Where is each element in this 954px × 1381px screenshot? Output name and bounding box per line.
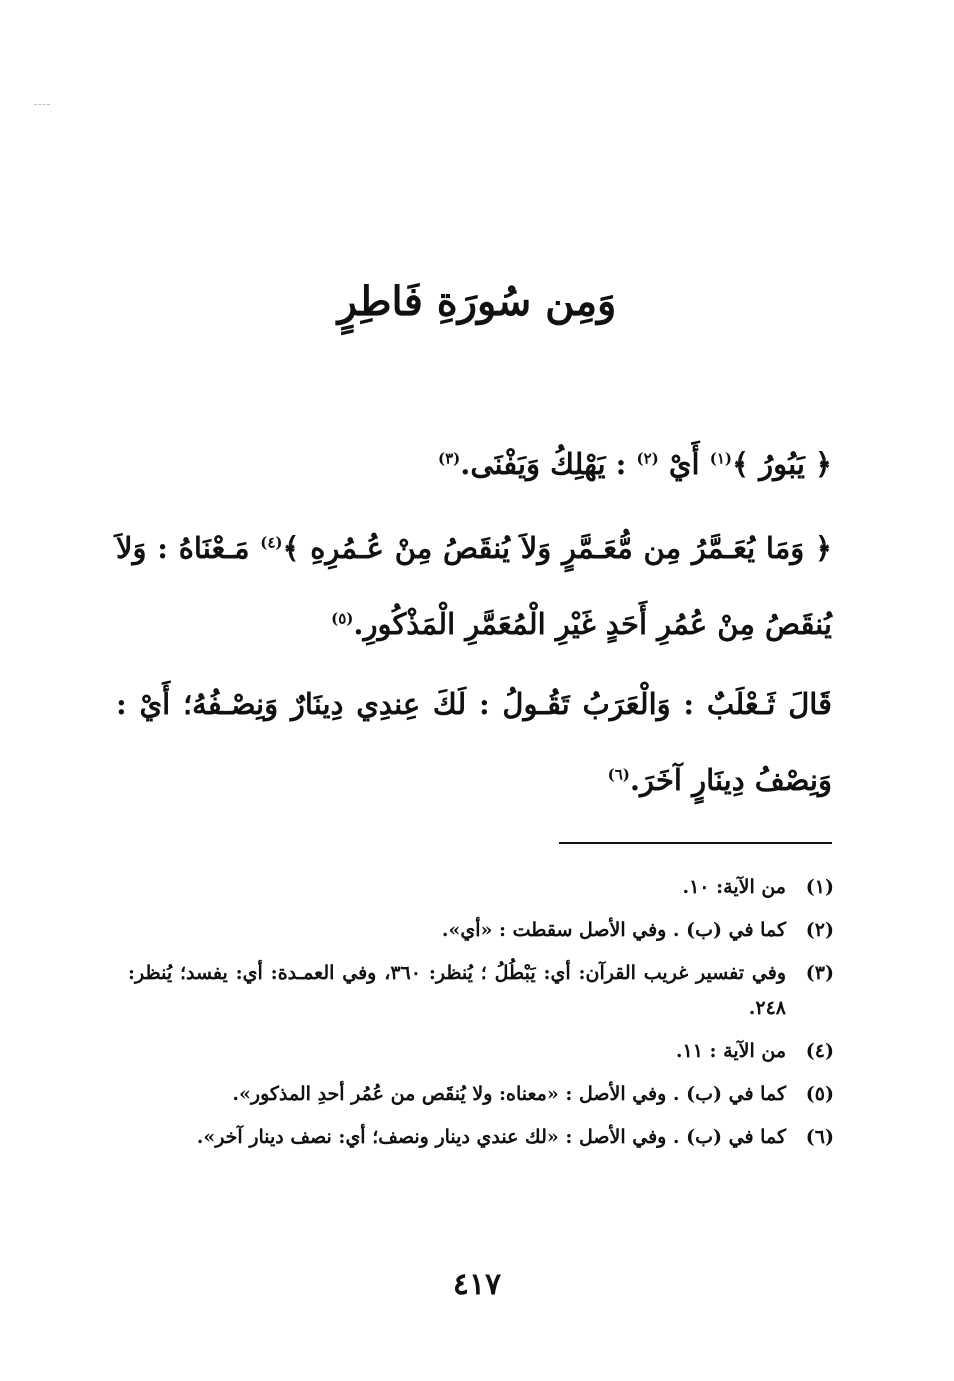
footnote-1 bbox=[128, 870, 834, 905]
paragraph-1-text: ﴿ يَبُورُ ﴾ bbox=[732, 447, 832, 481]
footnotes bbox=[128, 870, 834, 1163]
footnote-marker-3[interactable]: (٣) bbox=[437, 449, 461, 468]
footnote-6 bbox=[128, 1120, 834, 1155]
paragraph-2-text: ﴿ وَمَا يُعَـمَّرُ مِن مُّعَـمَّرٍ وَلاَ يُنقَصُ مِنْ عُـمُرِهِ ﴾ bbox=[282, 531, 832, 565]
footnote-divider bbox=[559, 842, 832, 844]
footnote-number: (٢) bbox=[805, 919, 834, 941]
paragraph-3 bbox=[116, 666, 832, 818]
footnote-text: كما في (ب) . وفي الأصل : «معناه: ولا يُنقَص من عُمُر أحدِ المذكور». bbox=[232, 1083, 786, 1105]
paragraph-3-text: قَالَ ثَـعْلَبٌ : وَالْعَرَبُ تَقُـولُ : لَكَ عِندِي دِينَارٌ وَنِصْـفُهُ؛ أَيْ : وَنِصْفُ دِينَارٍ آخَرَ. bbox=[116, 687, 832, 797]
paragraph-1 bbox=[116, 426, 832, 502]
footnote-number: (٥) bbox=[805, 1083, 834, 1105]
scan-mark bbox=[34, 104, 50, 105]
footnote-marker-2[interactable]: (٢) bbox=[636, 449, 659, 468]
footnote-marker-5[interactable]: (٥) bbox=[331, 609, 354, 628]
footnote-text: كما في (ب) . وفي الأصل : «لك عندي دينار ونصف؛ أي: نصف دينار آخر». bbox=[196, 1126, 786, 1148]
paragraph-2 bbox=[116, 510, 832, 662]
footnote-marker-6[interactable]: (٦) bbox=[607, 765, 630, 784]
surah-title: وَمِن سُورَةِ فَاطِرٍ bbox=[337, 278, 617, 325]
footnote-number: (١) bbox=[805, 876, 834, 898]
footnote-text: كما في (ب) . وفي الأصل سقطت : «أي». bbox=[441, 919, 786, 941]
footnote-3 bbox=[128, 956, 834, 1026]
footnote-text: من الآية: ١٠. bbox=[682, 876, 786, 898]
footnote-text: وفي تفسير غريب القرآن: أي: يَبْطُلُ ؛ يُنظر: ٣٦٠، وفي العمـدة: أي: يفسد؛ يُنظر: ٢٤٨. bbox=[128, 962, 786, 1019]
paragraph-2-text-2: مَـعْنَاهُ : وَلاَ يُنقَصُ مِنْ عُمُرِ أَحَدٍ غَيْرِ الْمُعَمَّرِ الْمَذْكُورِ. bbox=[116, 531, 832, 641]
footnote-5 bbox=[128, 1077, 834, 1112]
footnote-marker-1[interactable]: (١) bbox=[709, 449, 732, 468]
paragraph-1-text-3: : يَهْلِكُ وَيَفْنَى. bbox=[460, 447, 637, 481]
paragraph-1-text-2: أَيْ bbox=[658, 447, 710, 481]
footnote-number: (٦) bbox=[805, 1126, 834, 1148]
footnote-text: من الآية : ١١. bbox=[675, 1040, 786, 1062]
footnote-marker-4[interactable]: (٤) bbox=[260, 533, 283, 552]
footnote-number: (٤) bbox=[805, 1040, 834, 1062]
page-number: ٤١٧ bbox=[452, 1267, 502, 1302]
footnote-number: (٣) bbox=[805, 962, 834, 984]
footnote-2 bbox=[128, 913, 834, 948]
footnote-4 bbox=[128, 1034, 834, 1069]
